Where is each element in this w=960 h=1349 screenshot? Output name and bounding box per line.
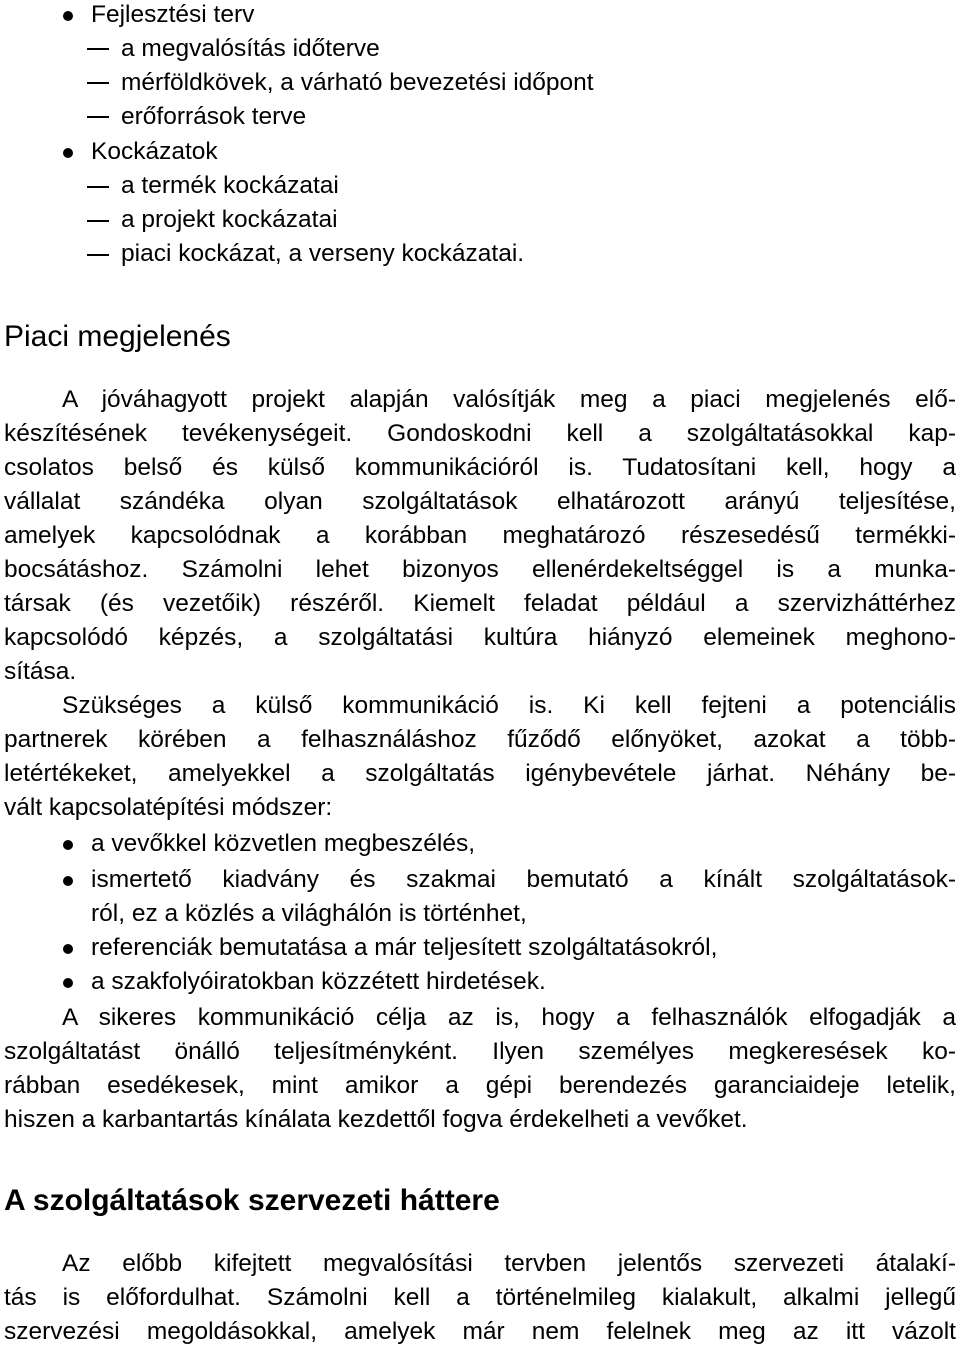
outline-subitem: a termék kockázatai [121, 172, 339, 199]
paragraph-line: vállalat szándéka olyan szolgáltatások elhatározott arányú teljesítése, [4, 488, 956, 515]
outline-item-risks: Kockázatok [91, 138, 218, 165]
method-item-continued: ról, ez a közlés a világhálón is történhet, [91, 900, 527, 927]
method-item: ismertető kiadvány és szakmai bemutató a kínált szolgáltatások- [91, 866, 956, 893]
paragraph-line: A sikeres kommunikáció célja az is, hogy a felhasználók elfogadják a [62, 1004, 956, 1031]
dash-icon [87, 254, 109, 256]
outline-subitem: piaci kockázat, a verseny kockázatai. [121, 240, 525, 267]
paragraph-line: partnerek körében a felhasználáshoz fűződő előnyöket, azokat a több- [4, 726, 956, 753]
paragraph-line: A jóváhagyott projekt alapján valósítják meg a piaci megjelenés elő- [62, 386, 956, 413]
outline-subitem: mérföldkövek, a várható bevezetési időpont [121, 69, 594, 96]
outline-subitem: a megvalósítás időterve [121, 35, 380, 62]
paragraph-line: bocsátáshoz. Számolni lehet bizonyos ellenérdekeltséggel is a munka- [4, 556, 956, 583]
dash-icon [87, 186, 109, 188]
paragraph-line: hiszen a karbantartás kínálata kezdettől fogva érdekelheti a vevőket. [4, 1106, 748, 1133]
paragraph-line: amelyek kapcsolódnak a korábban meghatározó részesedésű termékki- [4, 522, 956, 549]
method-item: referenciák bemutatása a már teljesített szolgáltatásokról, [91, 934, 718, 961]
bullet-icon [63, 11, 73, 21]
dash-icon [87, 220, 109, 222]
bullet-icon [63, 944, 73, 954]
paragraph-line: csolatos belső és külső kommunikációról is. Tudatosítani kell, hogy a [4, 454, 956, 481]
paragraph-line: Szükséges a külső kommunikáció is. Ki kell fejteni a potenciális [62, 692, 956, 719]
paragraph-line: tás is előfordulhat. Számolni kell a történelmileg kialakult, alkalmi jellegű [4, 1284, 956, 1311]
outline-subitem: erőforrások terve [121, 103, 307, 130]
dash-icon [87, 116, 109, 118]
paragraph-line: rábban esedékesek, mint amikor a gépi berendezés garanciaideje letelik, [4, 1072, 956, 1099]
outline-item-development-plan: Fejlesztési terv [91, 1, 255, 28]
paragraph-line: szervezési megoldásokkal, amelyek már nem felelnek meg az itt vázolt [4, 1318, 956, 1345]
paragraph-line: sítása. [4, 658, 77, 685]
paragraph-line: letértékeket, amelyekkel a szolgáltatás igénybevétele járhat. Néhány be- [4, 760, 956, 787]
paragraph-line: vált kapcsolatépítési módszer: [4, 794, 333, 821]
paragraph-line: készítésének tevékenységeit. Gondoskodni kell a szolgáltatásokkal kap- [4, 420, 956, 447]
method-item: a vevőkkel közvetlen megbeszélés, [91, 830, 476, 857]
dash-icon [87, 48, 109, 50]
paragraph-line: szolgáltatást önálló teljesítményként. Ilyen személyes megkeresések ko- [4, 1038, 956, 1065]
paragraph-line: Az előbb kifejtett megvalósítási tervben jelentős szervezeti átalakí- [62, 1250, 956, 1277]
paragraph-line: kapcsolódó képzés, a szolgáltatási kultúra hiányzó elemeinek meghono- [4, 624, 956, 651]
bullet-icon [63, 876, 73, 886]
bullet-icon [63, 148, 73, 158]
dash-icon [87, 82, 109, 84]
section-heading-organizational-background: A szolgáltatások szervezeti háttere [4, 1184, 500, 1217]
bullet-icon [63, 978, 73, 988]
method-item: a szakfolyóiratokban közzétett hirdetések. [91, 968, 546, 995]
section-heading-market-launch: Piaci megjelenés [4, 320, 231, 353]
outline-subitem: a projekt kockázatai [121, 206, 338, 233]
paragraph-line: társak (és vezetőik) részéről. Kiemelt feladat például a szervizháttérhez [4, 590, 956, 617]
bullet-icon [63, 840, 73, 850]
